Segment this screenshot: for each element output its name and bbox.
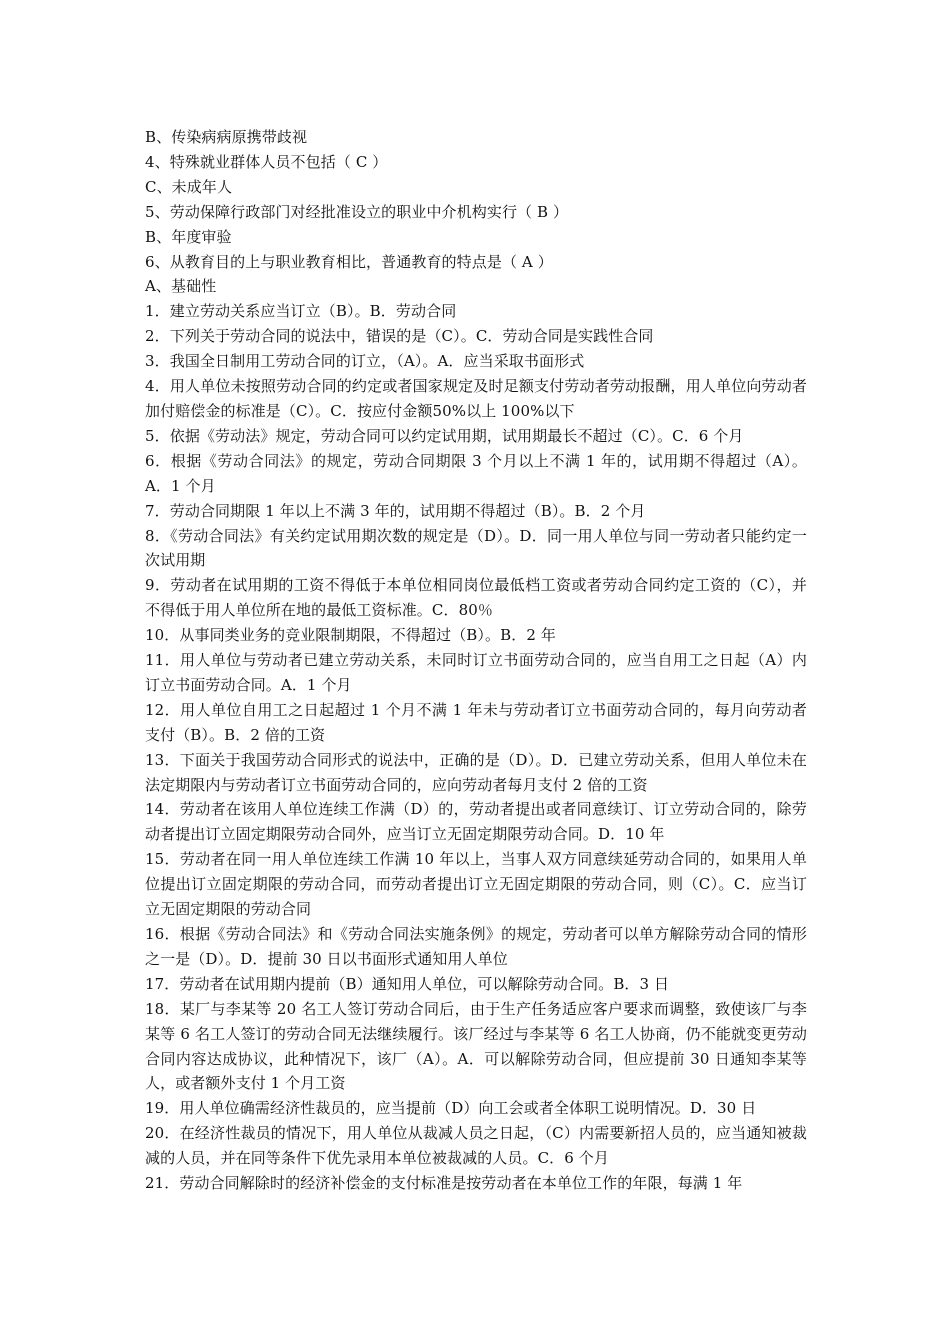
- paragraph-9: 2．下列关于劳动合同的说法中，错误的是（C）。C．劳动合同是实践性合同: [145, 327, 654, 346]
- paragraph-12: 5．依据《劳动法》规定，劳动合同可以约定试用期，试用期最长不超过（C）。C．6 个月: [145, 426, 744, 445]
- paragraph-25: 18．某厂与李某等 20 名工人签订劳动合同后，由于生产任务适应客户要求而调整，致使该厂与李某等 6 名工人签订的劳动合同无法继续履行。该厂经过与李某等 6 名工人协商，仍不能就变更劳动合同内容达成协议，此种情况下，该厂（A）。A．可以解除劳动合同，但应提前 30 日通知李某等人，或者额外支付 1 个月工资: [145, 999, 807, 1093]
- paragraph-4: 5、劳动保障行政部门对经批准设立的职业中介机构实行（ B ）: [145, 202, 569, 221]
- paragraph-8: 1．建立劳动关系应当订立（B）。B．劳动合同: [145, 302, 457, 321]
- paragraph-5: B、年度审验: [145, 227, 232, 246]
- paragraph-23: 16．根据《劳动合同法》和《劳动合同法实施条例》的规定，劳动者可以单方解除劳动合同的情形之一是（D）。D．提前 30 日以书面形式通知用人单位: [145, 925, 807, 968]
- paragraph-16: 9．劳动者在试用期的工资不得低于本单位相同岗位最低档工资或者劳动合同约定工资的（C），并不得低于用人单位所在地的最低工资标准。C．80％: [145, 576, 807, 620]
- paragraph-11: 4．用人单位未按照劳动合同的约定或者国家规定及时足额支付劳动者劳动报酬，用人单位向劳动者加付赔偿金的标准是（C）。C．按应付金额50%以上 100%以下: [145, 377, 807, 420]
- paragraph-22: 15．劳动者在同一用人单位连续工作满 10 年以上，当事人双方同意续延劳动合同的，如果用人单位提出订立固定期限的劳动合同，而劳动者提出订立无固定期限的劳动合同，则（C）。C．应当订立无固定期限的劳动合同: [145, 850, 807, 919]
- paragraph-3: C、未成年人: [145, 177, 233, 196]
- document-body: [145, 125, 807, 1196]
- paragraph-17: 10．从事同类业务的竞业限制期限，不得超过（B）。B．2 年: [145, 626, 556, 645]
- paragraph-13: 6．根据《劳动合同法》的规定，劳动合同期限 3 个月以上不满 1 年的，试用期不得超过（A）。A．1 个月: [145, 451, 807, 495]
- paragraph-6: 6、从教育目的上与职业教育相比，普通教育的特点是（ A ）: [145, 252, 553, 271]
- paragraph-1: B、传染病病原携带歧视: [145, 128, 308, 146]
- paragraph-24: 17．劳动者在试用期内提前（B）通知用人单位，可以解除劳动合同。B．3 日: [145, 974, 670, 993]
- paragraph-26: 19．用人单位确需经济性裁员的，应当提前（D）向工会或者全体职工说明情况。D．30 日: [145, 1099, 757, 1118]
- paragraph-18: 11．用人单位与劳动者已建立劳动关系，未同时订立书面劳动合同的，应当自用工之日起（A）内订立书面劳动合同。A．1 个月: [145, 651, 807, 694]
- paragraph-27: 20．在经济性裁员的情况下，用人单位从裁减人员之日起，（C）内需要新招人员的，应当通知被裁减的人员，并在同等条件下优先录用本单位被裁减的人员。C．6 个月: [145, 1124, 807, 1168]
- paragraph-10: 3．我国全日制用工劳动合同的订立，（A）。A．应当采取书面形式: [145, 352, 585, 371]
- paragraph-14: 7．劳动合同期限 1 年以上不满 3 年的，试用期不得超过（B）。B．2 个月: [145, 501, 646, 520]
- paragraph-28: 21．劳动合同解除时的经济补偿金的支付标准是按劳动者在本单位工作的年限，每满 1 年: [145, 1174, 743, 1193]
- paragraph-2: 4、特殊就业群体人员不包括（ C ）: [145, 152, 388, 171]
- paragraph-21: 14．劳动者在该用人单位连续工作满（D）的，劳动者提出或者同意续订、订立劳动合同的，除劳动者提出订立固定期限劳动合同外，应当订立无固定期限劳动合同。D．10 年: [145, 800, 807, 844]
- paragraph-15: 8．《劳动合同法》有关约定试用期次数的规定是（D）。D．同一用人单位与同一劳动者只能约定一次试用期: [145, 526, 807, 570]
- paragraph-19: 12．用人单位自用工之日起超过 1 个月不满 1 年未与劳动者订立书面劳动合同的，每月向劳动者支付（B）。B．2 倍的工资: [145, 700, 807, 744]
- paragraph-7: A、基础性: [145, 277, 217, 296]
- paragraph-20: 13．下面关于我国劳动合同形式的说法中，正确的是（D）。D．已建立劳动关系，但用人单位未在法定期限内与劳动者订立书面劳动合同的，应向劳动者每月支付 2 倍的工资: [145, 750, 807, 794]
